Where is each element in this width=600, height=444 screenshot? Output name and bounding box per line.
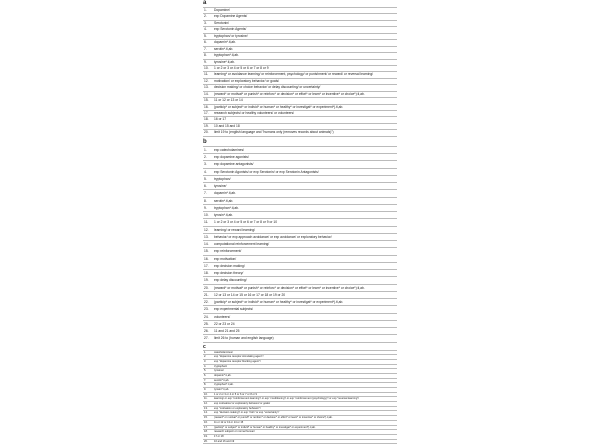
table-row [203,104,397,110]
row-query: tyrosin*.ti,ab. [214,212,397,218]
row-number: 7. [203,47,214,52]
table-row [203,84,397,90]
row-query: exp dopamine antagonists/ [214,161,397,167]
row-query: tyrosin*.ti,ab. [214,388,397,392]
row-number: 10. [203,393,214,397]
table-row [203,415,397,420]
table-row [203,247,397,254]
row-query: tryptophan/ or tyrosine/ [214,34,397,39]
row-number: 18. [203,117,214,122]
row-number: 5. [203,176,214,182]
table-row [203,146,397,153]
table-row [203,189,397,196]
table-row [203,313,397,320]
row-query: Serotonin/ [214,21,397,26]
row-number: 14. [203,92,214,97]
table-row [203,429,397,434]
row-query: exp dopamine agonists/ [214,154,397,160]
row-query: exp motivation/ [214,256,397,262]
table-row [203,291,397,298]
row-query: decision making/ or choice behavior/ or delay discounting/ or uncertainty/ [214,85,397,90]
table-row [203,354,397,359]
row-query: computational reinforcement learning/ [214,241,397,247]
table-row [203,378,397,383]
table-row [203,78,397,84]
row-query: 22 or 23 or 24 [214,321,397,327]
row-query: dopamin*.ti,ab. [214,374,397,378]
table-row [203,382,397,387]
table-row [203,425,397,430]
row-number: 4. [203,27,214,32]
row-query: exp "motivation or exploratory behavior"/ [214,407,397,411]
row-query: dopamin*.ti,ab. [214,40,397,45]
table-row [203,269,397,276]
table-row [203,13,397,19]
row-number: 16. [203,421,214,425]
table-row [203,334,397,342]
row-query: tryptophan*.ti,ab. [214,383,397,387]
row-query: (reward* or motivat* or punish* or reinforc* or decision* or effort* or learn* or incentive* or choice*).ti,ab. [214,92,397,97]
row-query: limit 19 to (english language and "humans only (removes records about animals)") [214,130,397,135]
row-query: exp experimental subjects/ [214,306,397,312]
row-query: exp decision making/ [214,263,397,269]
row-query: 11 or 12 or 13 or 14 or 15 [214,421,397,425]
row-number: 10. [203,212,214,218]
row-number: 9. [203,60,214,65]
row-number: 26. [203,328,214,334]
row-number: 25. [203,321,214,327]
row-query: behavior/ or exp approach avoidance/ or exp avoidance/ or exploratory behavior/ [214,234,397,240]
table-row [203,97,397,103]
section-label: b [203,139,400,146]
table-row [203,262,397,269]
row-number: 15. [203,98,214,103]
row-number: 23. [203,306,214,312]
row-query: 1 or 2 or 3 or 4 or 5 or 6 or 7 or 8 or 9 [214,393,397,397]
row-number: 3. [203,21,214,26]
row-query: learning/ or exp "reinforcement learning"/ or exp "conditioning"/ or exp "reinforcement (psychology)"/ or exp "reversal learning"/ [214,397,397,401]
row-query: exp reinforcement/ [214,248,397,254]
table-row [203,33,397,39]
row-number: 3. [203,161,214,167]
search-table [203,7,397,137]
table-row [203,320,397,327]
row-query: exp "decision making"/ or exp "risk"/ or exp "uncertainty"/ [214,411,397,415]
table-row [203,197,397,204]
table-row [203,284,397,291]
row-number: 6. [203,183,214,189]
row-query: 1 or 2 or 3 or 4 or 5 or 6 or 7 or 8 or 9 or 10 [214,219,397,225]
table-row [203,255,397,262]
table-row [203,116,397,122]
row-query: serotin*.ti,ab. [214,198,397,204]
table-row [203,401,397,406]
row-query: limit 26 to (human and english language) [214,335,397,341]
row-number: 7. [203,379,214,383]
table-row [203,52,397,58]
row-query: exp delay discounting/ [214,277,397,283]
table-row [203,387,397,392]
row-query: dopamin*.ti,ab. [214,190,397,196]
row-query: tyrosine/ [214,369,397,373]
row-number: 19. [203,124,214,129]
row-number: 3. [203,360,214,364]
row-query: 10 and 16 and 19 [214,440,397,444]
row-number: 18. [203,430,214,434]
table-row [203,406,397,411]
table-row [203,298,397,305]
row-number: 16. [203,256,214,262]
row-number: 1. [203,351,214,355]
row-query: exp "dopamine receptor stimulating agent"/ [214,355,397,359]
row-query: exp Dopamine Agents/ [214,14,397,19]
row-query: Dopamine/ [214,8,397,13]
row-query: (particip* or subject* or individ* or human* or healthy* or investigat* or experiment*).ti,ab. [214,426,397,430]
table-row [203,46,397,52]
row-query: exp "dopamine receptor blocking agent"/ [214,360,397,364]
row-number: 22. [203,299,214,305]
table-row [203,110,397,116]
row-query: 1 or 2 or 3 or 4 or 5 or 6 or 7 or 8 or 9 [214,66,397,71]
table-row [203,20,397,26]
row-number: 13. [203,234,214,240]
row-query: learning/ or reward learning/ [214,227,397,233]
row-number: 19. [203,277,214,283]
table-row [203,204,397,211]
row-number: 11. [203,219,214,225]
table-row [203,71,397,77]
table-row [203,276,397,283]
table-row [203,123,397,129]
row-query: (reward* or motivat* or punish* or reinforc* or decision* or effort* or learn* or incentive* or choice*).ti,ab. [214,416,397,420]
row-number: 8. [203,198,214,204]
table-row [203,175,397,182]
row-number: 27. [203,335,214,341]
row-number: 8. [203,383,214,387]
table-row [203,168,397,175]
row-query: learning* or avoidance learning/ or reinforcement, psychology/ or punishment/ or reward/ or reversal learning/ [214,72,397,77]
row-number: 11. [203,397,214,401]
table-row [203,420,397,425]
table-row [203,26,397,32]
row-number: 18. [203,270,214,276]
row-query: tyrosine*.ti,ab. [214,60,397,65]
table-row [203,373,397,378]
section-2 [200,139,400,343]
row-query: serotin*.ti,ab. [214,379,397,383]
row-query: research subjects/ or healthy volunteers/ or volunteers/ [214,111,397,116]
row-number: 12. [203,402,214,406]
row-query: exp Serotonin Agonists/ or exp Serotonin/ or exp Serotonin Antagonists/ [214,169,397,175]
row-number: 13. [203,407,214,411]
row-query: catecholamines/ [214,351,397,355]
row-query: exp motivation/ or exploratory behavior/ or goals/ [214,402,397,406]
row-number: 6. [203,374,214,378]
row-query: tryptophan/ [214,365,397,369]
table-row [203,39,397,45]
row-number: 14. [203,411,214,415]
table-row [203,59,397,65]
row-query: 12 or 13 or 14 or 15 or 16 or 17 or 18 or 19 or 20 [214,292,397,298]
row-number: 15. [203,248,214,254]
table-row [203,305,397,312]
section-3 [200,345,400,444]
table-row [203,240,397,247]
row-query: volunteers/ [214,314,397,320]
row-number: 4. [203,365,214,369]
row-query: 17 or 18 [214,435,397,439]
table-row [203,410,397,415]
row-number: 2. [203,14,214,19]
table-row [203,439,397,444]
row-number: 11. [203,72,214,77]
row-number: 6. [203,40,214,45]
row-number: 2. [203,355,214,359]
row-query: 11 or 12 or 13 or 14 [214,98,397,103]
table-row [203,153,397,160]
row-query: exp decision theory/ [214,270,397,276]
section-label: c [203,345,400,350]
row-query: motivation/ or exploratory behavior/ or goals/ [214,79,397,84]
table-row [203,396,397,401]
row-query: tyrosine/ [214,183,397,189]
table-row [203,91,397,97]
table-row [203,350,397,355]
search-table [203,146,397,343]
row-number: 5. [203,369,214,373]
search-strategy-sections [200,0,400,444]
table-row [203,182,397,189]
row-number: 20. [203,285,214,291]
row-number: 20. [203,440,214,444]
row-query: exp Serotonin Agents/ [214,27,397,32]
table-row [203,327,397,334]
section-label: a [203,0,400,7]
row-number: 24. [203,314,214,320]
row-number: 19. [203,435,214,439]
row-number: 9. [203,205,214,211]
table-row [203,65,397,71]
table-row [203,160,397,167]
search-table [203,350,397,444]
row-number: 17. [203,263,214,269]
row-number: 8. [203,53,214,58]
row-number: 17. [203,426,214,430]
table-row [203,434,397,439]
row-query: research subject/ or normal human/ [214,430,397,434]
table-row [203,364,397,369]
document-page [200,0,400,400]
table-row [203,368,397,373]
row-query: (particip* or subject* or individ* or human* or healthy* or investigat* or experiment*).ti,ab. [214,299,397,305]
row-number: 7. [203,190,214,196]
row-query: 11 and 21 and 25 [214,328,397,334]
row-number: 1. [203,8,214,13]
row-query: (particip* or subject* or individ* or human* or healthy* or investigat* or experiment*).ti,ab. [214,105,397,110]
table-row [203,226,397,233]
row-number: 12. [203,227,214,233]
row-query: exp catecholamines/ [214,147,397,153]
row-number: 5. [203,34,214,39]
row-number: 20. [203,130,214,135]
row-number: 14. [203,241,214,247]
row-query: tryptophan/ [214,176,397,182]
row-query: 10 and 15 and 18 [214,124,397,129]
row-number: 13. [203,85,214,90]
row-query: 16 or 17 [214,117,397,122]
row-query: tryptophan*.ti,ab. [214,205,397,211]
table-row [203,7,397,13]
row-query: tryptophan*.ti,ab. [214,53,397,58]
row-number: 1. [203,147,214,153]
table-row [203,218,397,225]
row-query: serotin*.ti,ab. [214,47,397,52]
row-number: 16. [203,105,214,110]
row-number: 9. [203,388,214,392]
section-1 [200,0,400,137]
table-row [203,211,397,218]
row-number: 17. [203,111,214,116]
row-number: 2. [203,154,214,160]
row-query: (reward* or motivat* or punish* or reinforc* or decision* or effort* or learn* or incentive* or choice*).ti,ab. [214,285,397,291]
row-number: 12. [203,79,214,84]
table-row [203,392,397,397]
table-row [203,359,397,364]
table-row [203,233,397,240]
row-number: 4. [203,169,214,175]
row-number: 21. [203,292,214,298]
table-row [203,129,397,136]
row-number: 15. [203,416,214,420]
row-number: 10. [203,66,214,71]
